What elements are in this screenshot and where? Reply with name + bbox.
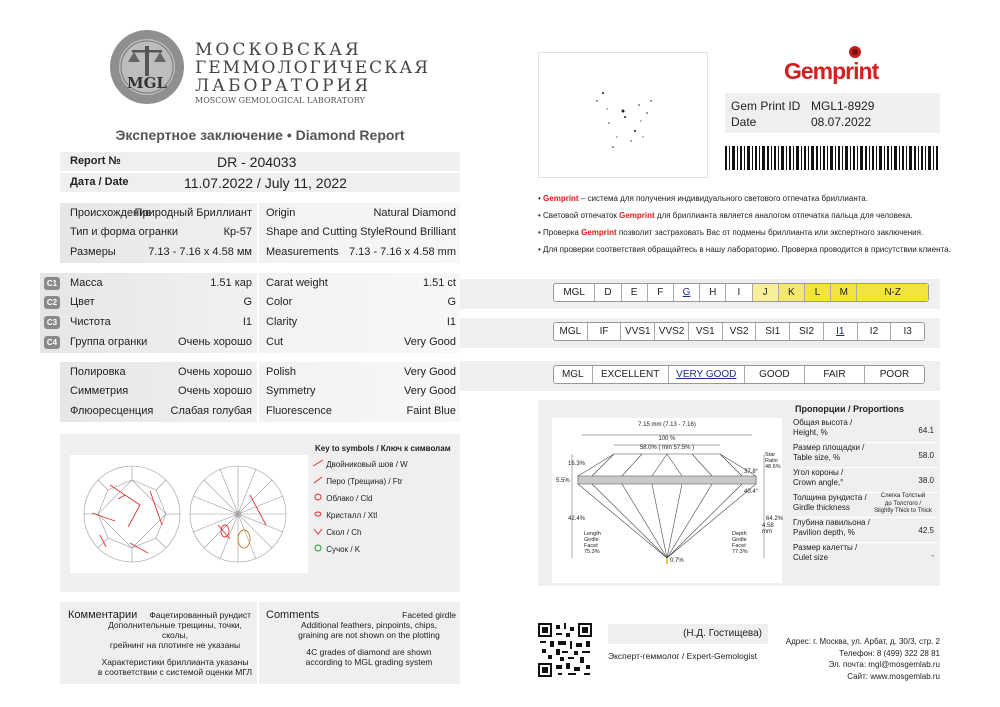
clarity-scale (553, 322, 925, 341)
expert-name: (Н.Д. Гостищева) (683, 628, 762, 639)
cloud-icon (312, 493, 324, 501)
scale-cell: MGL (554, 366, 593, 383)
key-item-label: Перо (Трещина) / Ftr (326, 477, 403, 486)
symbol-key-items (312, 459, 460, 561)
fluorescence-label-en: Fluorescence (266, 405, 333, 417)
note-brand: Gemprint (581, 228, 617, 237)
color-value-en: G (447, 296, 456, 308)
comment-en-line: according to MGL grading system (305, 657, 433, 667)
report-date-row (60, 173, 460, 192)
scale-cell: SI2 (790, 323, 824, 340)
diag-ratio: Ratio (765, 458, 778, 464)
gemprint-notes (538, 190, 958, 258)
comment-en-line: Additional feathers, pinpoints, chips, (300, 620, 438, 630)
key-item-label: Двойниковый шов / W (326, 460, 408, 469)
diag-star-val: 48.6% (765, 464, 781, 470)
shape-label-en: Shape and Cutting Style (266, 226, 385, 238)
key-item-label: Кристалл / Xtl (326, 511, 378, 520)
measurements-value-ru: 7.13 - 7.16 x 4.58 мм (148, 246, 252, 258)
gemprint-image (538, 52, 708, 178)
carat-value-ru: 1.51 кар (210, 277, 252, 289)
diag-depth-facet: Facet (732, 543, 746, 549)
diag-girdle-w: Girdle (584, 537, 599, 543)
symmetry-label-ru: Симметрия (70, 385, 129, 397)
diag-pct-100: 100 % (658, 436, 676, 442)
scale-cell-selected: G (674, 284, 700, 301)
gemprint-dots-icon (539, 53, 707, 177)
report-date: 11.07.2022 / July 11, 2022 (184, 175, 347, 191)
note-text: для бриллианта является аналогом отпечатка пальца для человека. (654, 211, 913, 220)
fluorescence-label-ru: Флюоресценция (70, 405, 154, 417)
color-value-ru: G (243, 296, 252, 308)
logo-text: MGL (127, 74, 167, 92)
polish-value-en: Very Good (404, 366, 456, 378)
diag-depth-val: 77.3% (732, 549, 748, 555)
origin-value-en: Natural Diamond (373, 207, 456, 219)
scale-cell: I3 (903, 326, 912, 337)
scale-cell: SI1 (756, 323, 790, 340)
note-text: – система для получения индивидуального светового отпечатка бриллианта. (578, 194, 868, 203)
proportions-table (793, 418, 938, 568)
origin-label-ru: Происхождение (70, 207, 152, 219)
scale-cell: M (831, 284, 857, 301)
report-heading: Экспертное заключение • Diamond Report (115, 127, 405, 143)
shape-label-ru: Тип и форма огранки (70, 226, 179, 238)
measurements-label-en: Measurements (266, 246, 339, 258)
contact-email[interactable]: Эл. почта: mgl@mosgemlab.ru (828, 660, 940, 669)
color-scale (553, 283, 929, 302)
scale-cell: H (700, 284, 726, 301)
scale-cell-selected: I1 (824, 323, 858, 340)
qr-code-icon (538, 623, 592, 677)
proportion-row (793, 493, 938, 518)
report-number-row (60, 152, 460, 171)
scale-cell: J (753, 284, 779, 301)
diag-length: Length (584, 531, 601, 537)
scale-cell: VS2 (723, 323, 757, 340)
gemprint-note: • Gemprint – система для получения индивидуального светового отпечатка бриллианта. (538, 194, 868, 203)
cut-label-ru: Группа огранки (70, 336, 148, 348)
lab-contacts (770, 636, 940, 682)
gemprint-note: • Световой отпечаток Gemprint для бриллианта является аналогом отпечатка пальца для человека. (538, 211, 913, 220)
fluorescence-value-en: Faint Blue (406, 405, 456, 417)
shape-value-ru: Кр-57 (223, 226, 252, 238)
diag-depth: Depth (732, 531, 747, 537)
clarity-value-en: I1 (446, 316, 456, 328)
comment-en-line: Faceted girdle (402, 610, 456, 620)
prop-value: 38.0 (918, 476, 934, 485)
scale-cell: I2 (858, 323, 892, 340)
diamond-profile-icon (552, 418, 782, 583)
polish-value-ru: Очень хорошо (178, 366, 252, 378)
prop-label: Угол короны / Crown angle,° (793, 468, 844, 487)
symmetry-label-en: Symmetry (266, 385, 316, 397)
prop-value: 42.5 (918, 526, 934, 535)
c2-badge: C2 (44, 296, 60, 309)
note-brand: Gemprint (619, 211, 655, 220)
report-date-label: Дата / Date (70, 176, 129, 188)
diag-facet: Facet (584, 543, 598, 549)
proportion-row (793, 443, 938, 468)
scale-cell-selected: VERY GOOD (669, 366, 745, 383)
key-item (312, 510, 460, 527)
comment-ru-line: в соответствии с системой оценки МГЛ (97, 667, 253, 677)
symmetry-value-ru: Очень хорошо (178, 385, 252, 397)
prop-value: - (931, 551, 934, 560)
key-item (312, 544, 460, 561)
clarity-label-ru: Чистота (70, 316, 111, 328)
cut-value-ru: Очень хорошо (178, 336, 252, 348)
origin-label-en: Origin (266, 207, 296, 219)
lab-name-ru-2: ГЕММОЛОГИЧЕСКАЯ (195, 58, 430, 78)
prop-label: Общая высота / Height, % (793, 418, 853, 437)
symmetry-value-en: Very Good (404, 385, 456, 397)
lab-emblem-icon (108, 28, 186, 106)
gemprint-date-label: Date (731, 115, 757, 129)
scale-cell: MGL (554, 323, 588, 340)
diag-girdle: 5.5% (556, 478, 570, 484)
proportion-row (793, 518, 938, 543)
key-item (312, 527, 460, 544)
scale-cell: E (622, 284, 648, 301)
measurements-label-ru: Размеры (70, 246, 116, 258)
scale-cell: F (648, 284, 674, 301)
chip-icon (312, 527, 324, 535)
scale-cell: EXCELLENT (593, 366, 669, 383)
scale-cell: VVS2 (655, 323, 689, 340)
cut-label-en: Cut (266, 336, 284, 348)
prop-value-girdle: Слегка Толстый до Толстого / Slightly Thick to Thick (874, 493, 932, 514)
gemprint-id: MGL1-8929 (811, 99, 875, 113)
report-number: DR - 204033 (217, 154, 297, 170)
note-text: позволит застраховать Вас от подмены бриллианта или экспертного заключения. (616, 228, 924, 237)
carat-value-en: 1.51 ct (422, 277, 456, 289)
scale-cell: VVS1 (621, 323, 655, 340)
c3-badge: C3 (44, 316, 60, 329)
comments-ru (95, 610, 255, 677)
key-item-label: Сучок / K (326, 545, 361, 554)
scale-cell: K (779, 284, 805, 301)
fluorescence-value-ru: Слабая голубая (170, 405, 252, 417)
gemprint-date: 08.07.2022 (811, 115, 872, 129)
origin-value-ru: Природный Бриллиант (134, 207, 252, 219)
proportion-diagram (552, 418, 782, 583)
comment-ru-line: Фацетированный рундист (149, 610, 251, 620)
cut-value-en: Very Good (404, 336, 456, 348)
carat-label-ru: Масса (70, 277, 103, 289)
carat-label-en: Carat weight (266, 277, 328, 289)
scale-cell: VS1 (689, 323, 723, 340)
diag-depth-mm: 4.58 mm (762, 523, 774, 535)
scale-cell: I (726, 284, 752, 301)
prop-label: Толщина рундиста / Girdle thickness (793, 493, 867, 512)
diag-lgf: 75.3% (584, 549, 600, 555)
proportions-title: Пропорции / Proportions (795, 404, 904, 414)
proportion-row (793, 468, 938, 493)
scale-cell: POOR (879, 369, 910, 380)
lab-name-en: MOSCOW GEMOLOGICAL LABORATORY (195, 96, 365, 105)
diag-star: Star (765, 452, 776, 458)
diag-depth-pct: 64.2% (766, 516, 784, 522)
note-pre: Проверка (543, 228, 582, 237)
scale-cell: IF (588, 323, 622, 340)
diag-lower-pct: 42.4% (568, 516, 586, 522)
prop-value: 64.1 (918, 426, 934, 435)
color-label-ru: Цвет (70, 296, 95, 308)
contact-phone: Телефон: 8 (499) 322 28 81 (839, 648, 940, 658)
scale-cell: D (595, 284, 621, 301)
symbol-key (315, 444, 460, 453)
feather-icon (312, 476, 324, 484)
clarity-value-ru: I1 (242, 316, 252, 328)
key-item-label: Скол / Ch (326, 528, 362, 537)
comment-en-line: graining are not shown on the plotting (298, 630, 440, 640)
crystal-icon (312, 510, 324, 518)
comments-label-ru: Комментарии (68, 609, 138, 621)
lab-name-ru-1: МОСКОВСКАЯ (195, 40, 362, 60)
diag-crown-angle: 37.8° (744, 469, 759, 475)
note-pre: Световой отпечаток (543, 211, 620, 220)
contact-address: Адрес: г. Москва, ул. Арбат, д. 30/3, стр. 2 (785, 637, 940, 646)
key-item (312, 493, 460, 510)
comment-ru-line: Дополнительные трещины, точки, сколы, (108, 620, 242, 640)
report-number-label: Report № (70, 155, 121, 167)
diag-pav-angle: 40.4° (744, 489, 759, 495)
comment-ru-line: Характеристики бриллианта указаны (101, 657, 249, 667)
lab-name-ru-3: ЛАБОРАТОРИЯ (195, 76, 372, 96)
note-brand: Gemprint (543, 194, 579, 203)
note-text: Для проверки соответствия обращайтесь в нашу лабораторию. Проверка проводится в присутствии клиента. (543, 245, 951, 254)
proportion-row (793, 543, 938, 568)
expert-signature-box (608, 624, 768, 644)
clarity-label-en: Clarity (266, 316, 298, 328)
expert-title: Эксперт-геммолог / Expert-Gemologist (608, 651, 757, 661)
key-item-label: Облако / Cld (326, 494, 373, 503)
diag-depth-girdle: Girdle (732, 537, 747, 543)
scale-cell: N-Z (857, 284, 928, 301)
measurements-value-en: 7.13 - 7.16 x 4.58 mm (349, 246, 456, 258)
prop-value: 58.0 (918, 451, 934, 460)
key-item (312, 476, 460, 493)
polish-label-en: Polish (266, 366, 296, 378)
twin-line-icon (312, 459, 324, 467)
proportion-row (793, 418, 938, 443)
diag-width-top: 7.15 mm (7.13 - 7.16) (638, 422, 696, 428)
barcode-icon (725, 146, 940, 170)
scale-cell: GOOD (745, 366, 805, 383)
diag-culet: 0.7% (670, 558, 684, 564)
knot-icon (312, 544, 324, 552)
plot-diagram-icon (70, 455, 308, 573)
prop-label: Глубина павильона / Pavilion depth, % (793, 518, 870, 537)
prop-label: Размер калетты / Culet size (793, 543, 858, 562)
plotting-area (70, 455, 308, 573)
gemprint-note: • Для проверки соответствия обращайтесь в нашу лабораторию. Проверка проводится в присутствии клиента. (538, 245, 951, 254)
color-label-en: Color (266, 296, 293, 308)
diag-crown-h: 16.3% (568, 461, 586, 467)
gemprint-note: • Проверка Gemprint позволит застраховать Вас от подмены бриллианта или экспертного заключения. (538, 228, 924, 237)
diag-table: 58.0% ( min 57.5% ) (639, 445, 695, 451)
shape-value-en: Round Brilliant (384, 226, 456, 238)
cut-scale (553, 365, 925, 384)
comments-en (280, 610, 458, 667)
scale-cell: L (805, 284, 831, 301)
gemprint-id-box (725, 93, 940, 133)
scale-cell: FAIR (805, 366, 865, 383)
c4-badge: C4 (44, 336, 60, 349)
gemprint-brand: Gemprint (784, 58, 879, 84)
comments-label-en: Comments (266, 609, 320, 621)
contact-site[interactable]: Сайт: www.mosgemlab.ru (847, 671, 940, 681)
comment-ru-line: грейнинг на плотинге не указаны (109, 640, 241, 650)
c1-badge: C1 (44, 277, 60, 290)
prop-label: Размер площадки / Table size, % (793, 443, 865, 462)
key-item (312, 459, 460, 476)
comment-en-line: 4C grades of diamond are shown (306, 647, 432, 657)
scale-cell: MGL (554, 284, 595, 301)
gemprint-id-label: Gem Print ID (731, 99, 801, 113)
key-title: Key to symbols / Ключ к символам (315, 444, 451, 453)
lab-logo (108, 28, 186, 106)
polish-label-ru: Полировка (70, 366, 126, 378)
